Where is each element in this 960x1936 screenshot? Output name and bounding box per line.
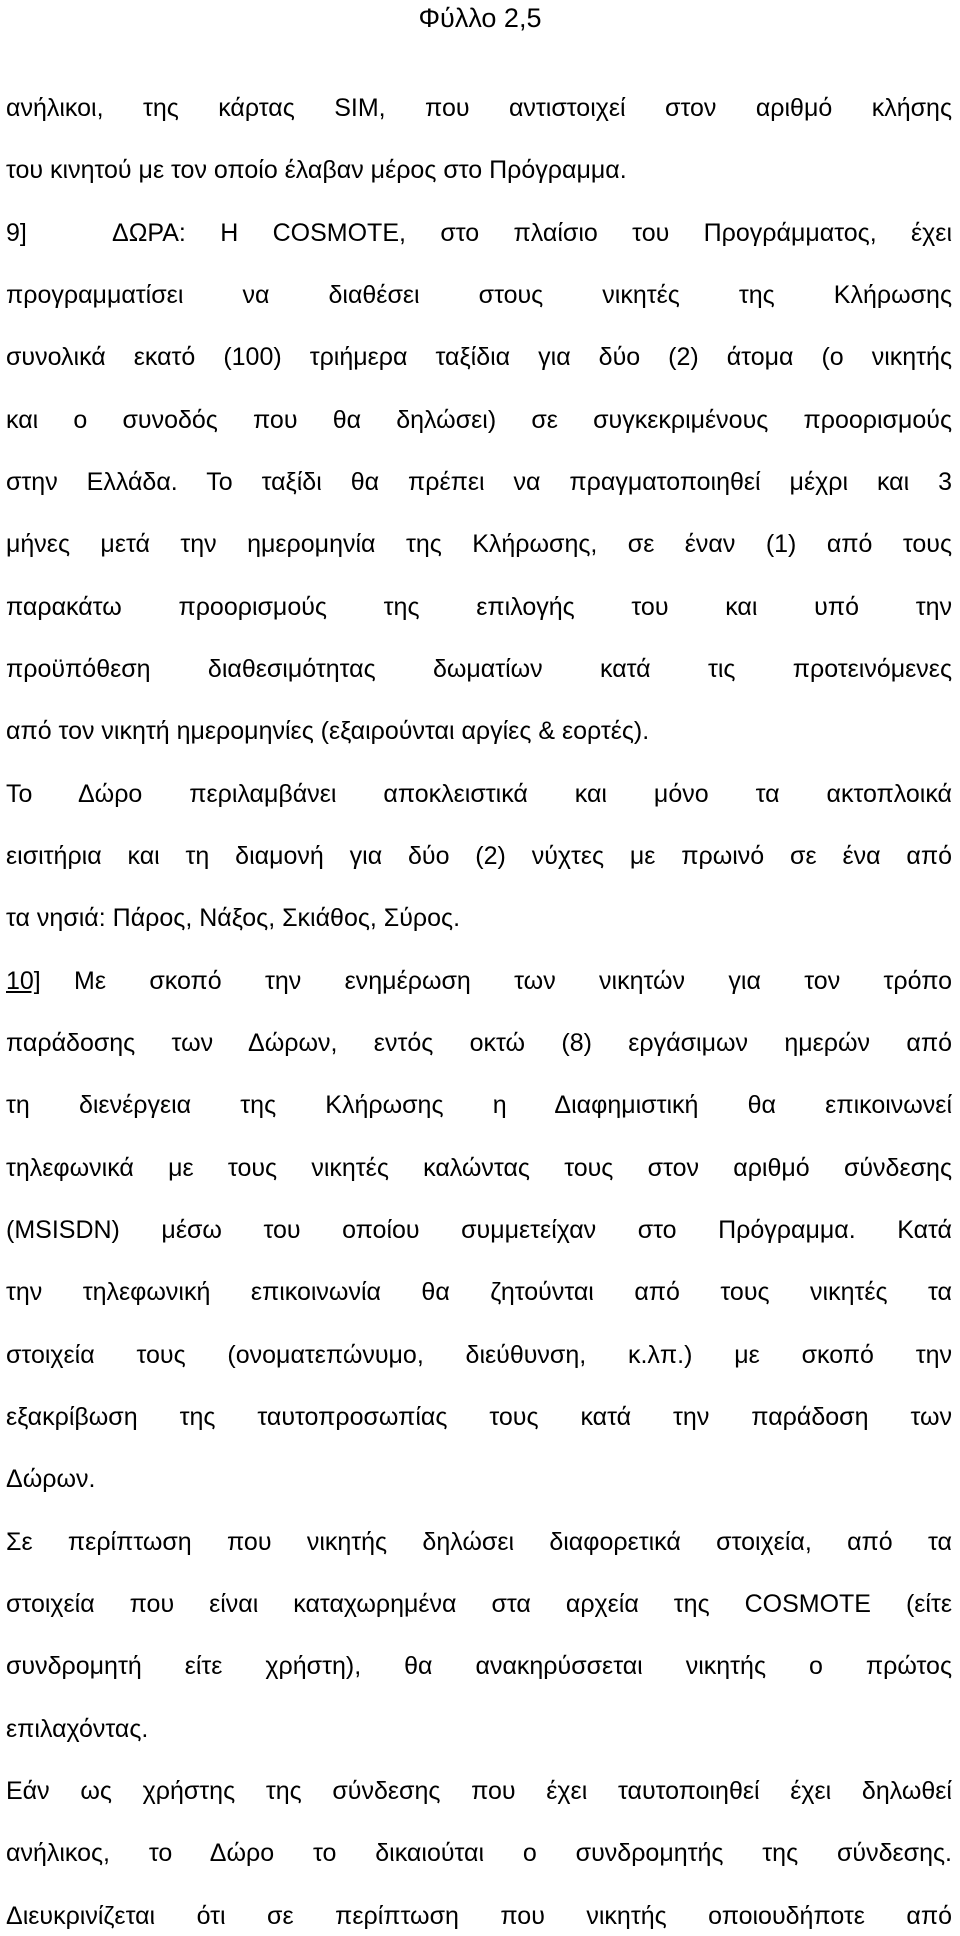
section-number-9: 9] [6, 219, 27, 247]
text-line: εισιτήρια και τη διαμονή για δύο (2) νύχτες με πρωινό σε ένα από [6, 842, 952, 870]
text-line: τα νησιά: Πάρος, Νάξος, Σκιάθος, Σύρος. [6, 904, 461, 932]
text-line: μήνες μετά την ημερομηνία της Κλήρωσης, σε έναν (1) από τους [6, 530, 952, 558]
text-line: ανήλικος, το Δώρο το δικαιούται ο συνδρομητής της σύνδεσης. [6, 1839, 952, 1867]
text-line: εξακρίβωση της ταυτοπροσωπίας τους κατά την παράδοση των [6, 1403, 952, 1431]
text-line: στοιχεία τους (ονοματεπώνυμο, διεύθυνση, κ.λπ.) με σκοπό την [6, 1341, 952, 1369]
text-line: Εάν ως χρήστης της σύνδεσης που έχει ταυτοποιηθεί έχει δηλωθεί [6, 1777, 952, 1805]
text-line: Διευκρινίζεται ότι σε περίπτωση που νικητής οποιουδήποτε από [6, 1902, 952, 1930]
text-line: στοιχεία που είναι καταχωρημένα στα αρχεία της COSMOTE (είτε [6, 1590, 952, 1618]
text-line: από τον νικητή ημερομηνίες (εξαιρούνται αργίες & εορτές). [6, 717, 650, 745]
text-line: ΔΩΡΑ: Η COSMOTE, στο πλαίσιο του Προγράμματος, έχει [112, 219, 952, 247]
text-line: προϋπόθεση διαθεσιμότητας δωματίων κατά τις προτεινόμενες [6, 655, 952, 683]
text-line: παρακάτω προορισμούς της επιλογής του και υπό την [6, 593, 952, 621]
text-line: τη διενέργεια της Κλήρωσης η Διαφημιστική θα επικοινωνεί [6, 1091, 952, 1119]
text-line: Σε περίπτωση που νικητής δηλώσει διαφορετικά στοιχεία, από τα [6, 1528, 952, 1556]
text-line: Δώρων. [6, 1465, 96, 1493]
text-line: συνδρομητή είτε χρήστη), θα ανακηρύσσεται νικητής ο πρώτος [6, 1652, 952, 1680]
text-line: και ο συνοδός που θα δηλώσει) σε συγκεκριμένους προορισμούς [6, 406, 952, 434]
text-line: Το Δώρο περιλαμβάνει αποκλειστικά και μόνο τα ακτοπλοικά [6, 780, 952, 808]
text-line: ανήλικοι, της κάρτας SIM, που αντιστοιχεί στον αριθμό κλήσης [6, 94, 952, 122]
page-header: Φύλλο 2,5 [418, 3, 542, 33]
text-line: στην Ελλάδα. Το ταξίδι θα πρέπει να πραγματοποιηθεί μέχρι και 3 [6, 468, 952, 496]
text-line: συνολικά εκατό (100) τριήμερα ταξίδια για δύο (2) άτομα (ο νικητής [6, 343, 952, 371]
text-line: παράδοσης των Δώρων, εντός οκτώ (8) εργάσιμων ημερών από [6, 1029, 952, 1057]
text-line: προγραμματίσει να διαθέσει στους νικητές της Κλήρωσης [6, 281, 952, 309]
text-line: επιλαχόντας. [6, 1715, 149, 1743]
section-number-10: 10] [6, 967, 41, 995]
text-line: Με σκοπό την ενημέρωση των νικητών για τον τρόπο [74, 967, 952, 995]
text-line: (MSISDN) μέσω του οποίου συμμετείχαν στο Πρόγραμμα. Κατά [6, 1216, 952, 1244]
text-line: την τηλεφωνική επικοινωνία θα ζητούνται από τους νικητές τα [6, 1278, 952, 1306]
text-line: τηλεφωνικά με τους νικητές καλώντας τους στον αριθμό σύνδεσης [6, 1154, 952, 1182]
text-line: του κινητού με τον οποίο έλαβαν μέρος στο Πρόγραμμα. [6, 156, 627, 184]
